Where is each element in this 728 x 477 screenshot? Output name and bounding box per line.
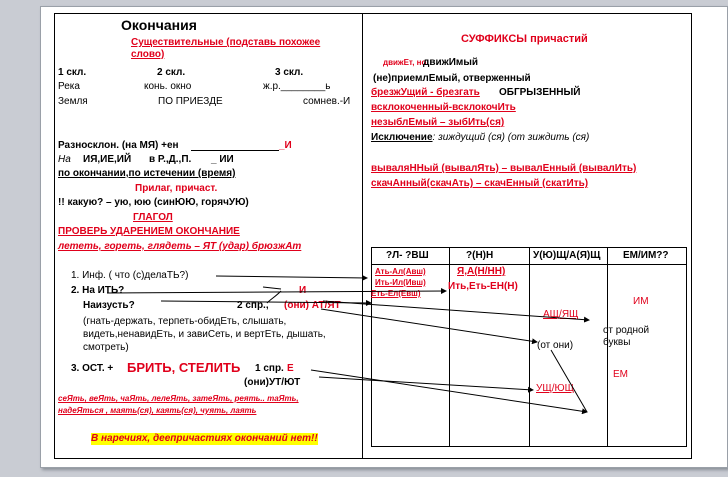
line1-black: движИмый	[423, 57, 479, 68]
example-verbs: лететь, гореть, глядеть – ЯТ (удар) брюзжАт	[58, 241, 302, 252]
table-header-3: У(Ю)Щ/А(Я)Щ	[533, 250, 601, 261]
noun-header: Существительные (подставь похожее слово)	[131, 37, 321, 60]
ashch-yashch: АЩ/ЯЩ	[543, 309, 579, 320]
exceptions: (гнать-держать, терпеть-обидЕть, слышать, видеть,ненавидЕть, и завиСеть, и вертЕть, дышать, смотреть)	[83, 316, 326, 353]
raznoskl-blank	[191, 150, 279, 151]
ot-rodnoy-bukvy: от родной буквы	[603, 325, 650, 348]
line1-red: движЕт, но	[383, 58, 427, 67]
naizust: Наизусть?	[83, 300, 135, 311]
oni-ut: (они)УТ/ЮТ	[244, 377, 301, 388]
decl-1: 1 скл.	[58, 67, 87, 78]
row2-col2: ПО ПРИЕЗДЕ	[158, 96, 223, 107]
na-endings: ИЯ,ИЕ,ИЙ	[83, 154, 132, 165]
item3: 3. ОСТ. +	[71, 363, 114, 374]
row1-col1: Река	[58, 81, 80, 92]
cell-col2-b: Ить,Еть-ЕН(Н)	[448, 281, 518, 292]
im-suffix: ИМ	[633, 296, 649, 307]
cell-col1-3: Еть-Ел(Евш)	[371, 289, 421, 298]
oni-at: (они) АТ/ЯТ	[284, 300, 341, 311]
item1: 1. Инф. ( что (с)делаТЬ?)	[71, 270, 189, 281]
row2-col1: Земля	[58, 96, 88, 107]
po-okonchaniyu: по окончании,по истечении (время)	[58, 168, 236, 179]
ot-oni: (от они)	[537, 340, 574, 351]
endings-title: Окончания	[121, 17, 197, 33]
table-col-divider-2	[529, 248, 530, 446]
raznoskl-end: _И	[279, 140, 292, 151]
em-suffix: ЕМ	[613, 369, 628, 380]
decl-3: 3 скл.	[275, 67, 304, 78]
line4: всклокоченный-всклокочИть	[371, 102, 516, 113]
table-header-4: ЕМ/ИМ??	[623, 250, 669, 261]
cell-col1-2: Ить-Ил(Ивш)	[375, 278, 426, 287]
na-word: На	[58, 154, 71, 165]
line8: скачАнный(скачАть) – скачЕнный (скатИть)	[371, 178, 589, 189]
spr2: 2 спр.,	[237, 300, 269, 311]
table-header-1: ?Л- ?ВШ	[386, 250, 429, 261]
table-col-divider-1	[449, 248, 450, 446]
kakuyu: !! какую? – ую, юю (синЮЮ, горячУЮ)	[58, 197, 249, 208]
suffix-title: СУФФИКСЫ причастий	[461, 33, 588, 45]
spr1: 1 спр.	[255, 363, 284, 374]
proverka: ПРОВЕРЬ УДАРЕНИЕМ ОКОНЧАНИЕ	[58, 226, 240, 237]
item2: 2. На ИТЬ?	[71, 285, 125, 296]
spr1-end: Е	[287, 363, 294, 374]
cell-col2-a: Я,А(Н/НН)	[457, 266, 506, 277]
glagol: ГЛАГОЛ	[133, 212, 173, 223]
raznoskl: Разносклон. (на МЯ) +ен	[58, 140, 179, 151]
line3-black: ОБГРЫЗЕННЫЙ	[499, 87, 581, 98]
ushch-yushch: УЩ/ЮЩ	[536, 383, 574, 394]
line6: Исключение: зиждущий (ся) (от зиждить (ся)	[371, 132, 590, 143]
na-cases: в Р.,Д.,П.	[149, 154, 192, 165]
table-header-2: ?(Н)Н	[466, 250, 494, 261]
row2-col3: сомнев.-И	[303, 96, 351, 107]
cell-col1-1: Ать-Ал(Авш)	[375, 267, 426, 276]
na-ii: _ ИИ	[211, 154, 234, 165]
line7: вываляННый (вывалЯть) – вывалЕнный (вывалИть)	[371, 163, 637, 174]
note-no-endings: В наречиях, деепричастиях окончаний нет!!	[91, 433, 318, 444]
brit-stelit: БРИТЬ, СТЕЛИТЬ	[127, 360, 241, 375]
item2-end: И	[299, 285, 307, 296]
line5: незыблЕмый – зыбИть(ся)	[371, 117, 505, 128]
line3-red: брезжУщий - брезгать	[371, 87, 480, 98]
document-page	[40, 6, 728, 468]
red-examples: сеЯть, веЯть, чаЯть, лелеЯть, затеЯть, реять.. таЯть, надеЯться , маять(ся), каять(ся), чуять, лаять	[58, 394, 299, 415]
row1-col3: ж.р.________ь	[263, 81, 331, 92]
decl-2: 2 скл.	[157, 67, 186, 78]
row1-col2: конь. окно	[144, 81, 192, 92]
prilag: Прилаг, причаст.	[135, 183, 218, 194]
line2: (не)приемлЕмый, отверженный	[373, 73, 531, 84]
